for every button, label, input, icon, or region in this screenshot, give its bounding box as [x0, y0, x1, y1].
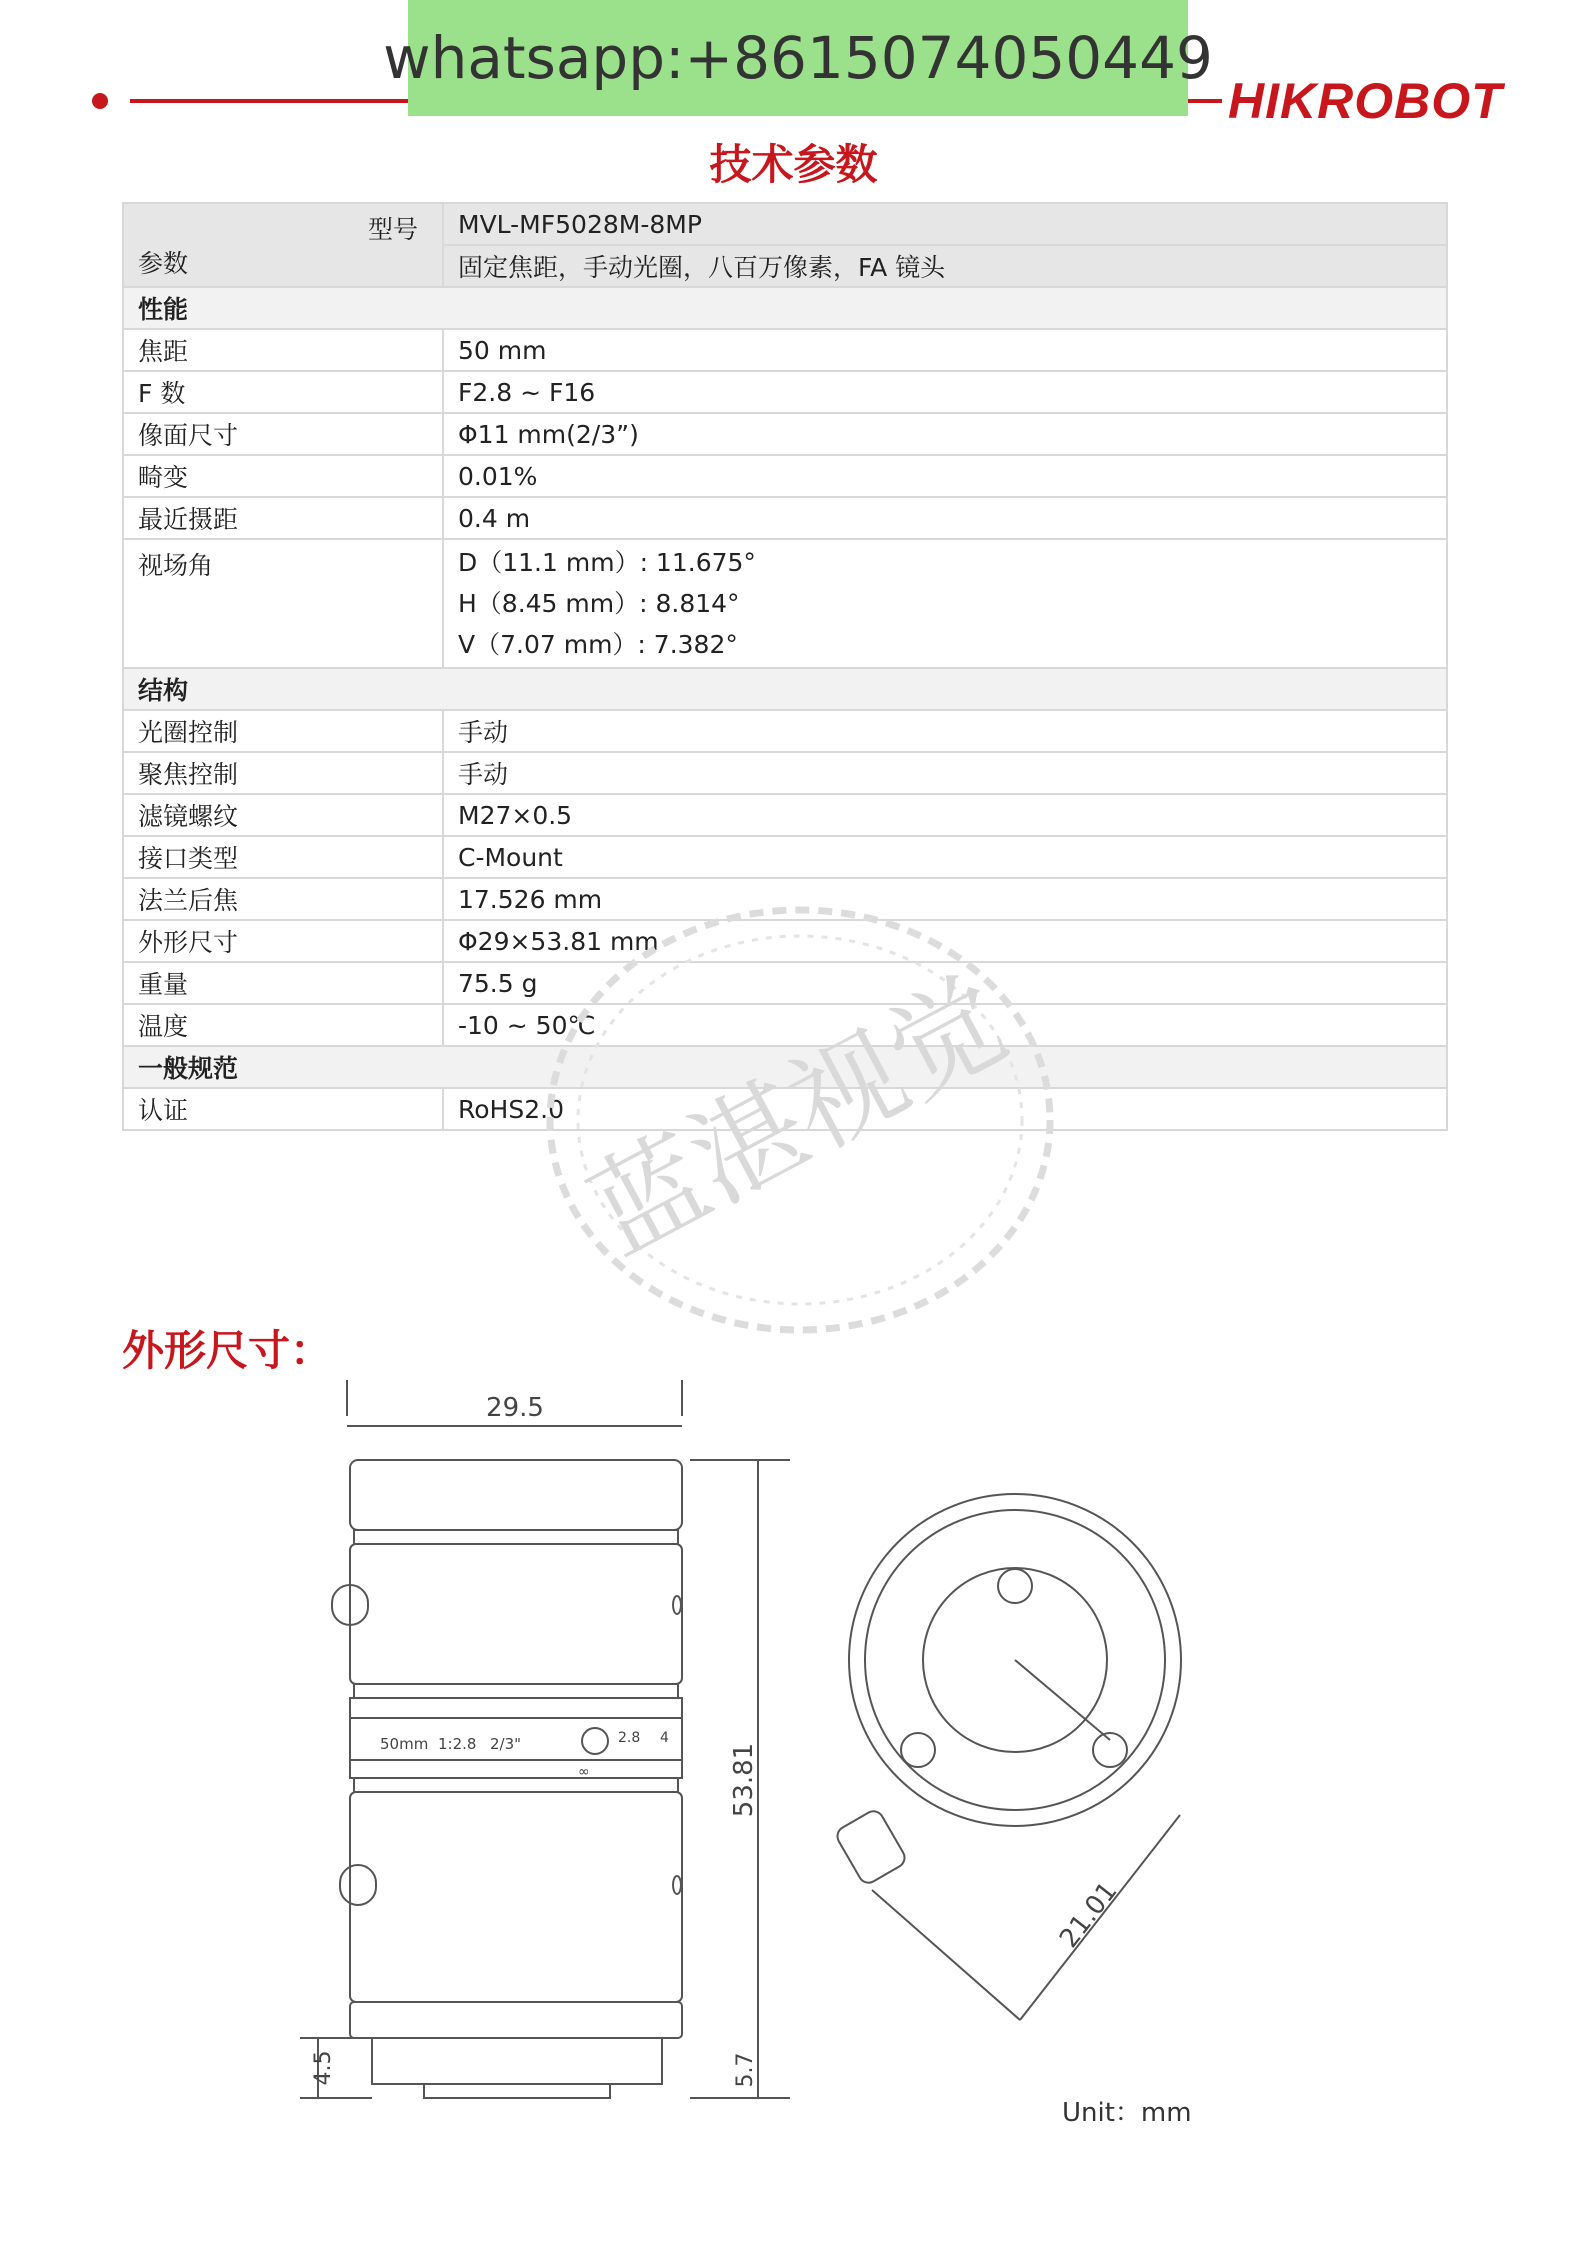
whatsapp-banner: whatsapp:+8615074050449 [408, 0, 1188, 116]
row-label: 聚焦控制 [123, 752, 443, 794]
scale-index-mark [582, 1728, 608, 1754]
front-screw-right [1093, 1733, 1127, 1767]
row-value: Φ29×53.81 mm [443, 920, 1447, 962]
ring-f1-mark: 2.8 [618, 1730, 641, 1746]
radius-ext-line [872, 1890, 1020, 2020]
row-value: 手动 [443, 710, 1447, 752]
row-label: 滤镜螺纹 [123, 794, 443, 836]
row-label: 光圈控制 [123, 710, 443, 752]
row-label: 畸变 [123, 455, 443, 497]
row-value: 75.5 g [443, 962, 1447, 1004]
front-view-labels [1054, 1877, 1123, 1954]
table-row-fov [123, 539, 1447, 668]
table-row [123, 794, 1447, 836]
header-red-dot [92, 93, 108, 109]
fov-diagonal: D（11.1 mm）: 11.675° [458, 548, 756, 577]
ring-aperture-mark: 1:2.8 [438, 1735, 477, 1753]
row-value: -10 ~ 50℃ [443, 1004, 1447, 1046]
row-value: 0.4 m [443, 497, 1447, 539]
fov-values [443, 539, 1447, 668]
row-label: F 数 [123, 371, 443, 413]
ring-format-mark: 2/3" [490, 1735, 522, 1753]
table-row [123, 752, 1447, 794]
row-label: 像面尺寸 [123, 413, 443, 455]
watermark-stamp [530, 880, 1070, 1360]
front-lock-screw [834, 1808, 908, 1887]
side-hole-1 [673, 1596, 681, 1614]
front-depth-label: 4.5 [311, 2050, 336, 2086]
aperture-lock-screw [340, 1865, 376, 1905]
model-description: 固定焦距，手动光圈，八百万像素，FA 镜头 [443, 245, 1447, 287]
front-screw-top [998, 1569, 1032, 1603]
ring-infinity-mark: ∞ [578, 1764, 590, 1780]
group-label: 结构 [123, 668, 1447, 710]
table-header-row-model [123, 203, 1447, 245]
group-row-structure [123, 668, 1447, 710]
front-screw-left [901, 1733, 935, 1767]
table-row [123, 329, 1447, 371]
header-label-model: 型号 [367, 215, 418, 244]
group-row-performance [123, 287, 1447, 329]
lens-focus-ring [350, 1544, 682, 1684]
hikrobot-logo: HIKROBOT [1222, 72, 1509, 130]
row-label: 认证 [123, 1088, 443, 1130]
dimensions-section-title: 外形尺寸： [122, 1326, 333, 1375]
model-value: MVL-MF5028M-8MP [443, 203, 1447, 245]
row-value: Φ11 mm(2/3”) [443, 413, 1447, 455]
row-label: 视场角 [123, 539, 443, 668]
fov-horizontal: H（8.45 mm）: 8.814° [458, 589, 740, 618]
row-label: 最近摄距 [123, 497, 443, 539]
header-label-param: 参数 [138, 249, 189, 278]
row-value: 50 mm [443, 329, 1447, 371]
lens-step-2 [354, 1684, 678, 1698]
side-view-labels [311, 1393, 759, 2088]
spec-section-title: 技术参数 [709, 140, 878, 189]
length-label: 53.81 [729, 1742, 759, 1818]
row-label: 重量 [123, 962, 443, 1004]
group-label: 一般规范 [123, 1046, 1447, 1088]
side-hole-2 [673, 1876, 681, 1894]
stamp-text: 蓝湛视觉 [570, 954, 1027, 1280]
row-value: RoHS2.0 [443, 1088, 1447, 1130]
row-label: 外形尺寸 [123, 920, 443, 962]
row-value: 手动 [443, 752, 1447, 794]
table-row [123, 371, 1447, 413]
ring-f2-mark: 4 [660, 1730, 669, 1746]
table-row [123, 413, 1447, 455]
lens-step-1 [354, 1530, 678, 1544]
lens-step-3 [354, 1778, 678, 1792]
radius-center-line [1015, 1660, 1110, 1740]
row-value: C-Mount [443, 836, 1447, 878]
table-row [123, 710, 1447, 752]
row-value: F2.8 ~ F16 [443, 371, 1447, 413]
lens-aperture-ring [350, 1792, 682, 2002]
width-label: 29.5 [486, 1393, 544, 1423]
table-row [123, 836, 1447, 878]
lens-side-view [300, 1380, 790, 2098]
lens-mount-thread [424, 2084, 610, 2098]
radius-label: 21.01 [1053, 1876, 1124, 1954]
lens-dimension-drawing [0, 1380, 1587, 2140]
row-value: M27×0.5 [443, 794, 1447, 836]
lens-mount [372, 2038, 662, 2084]
row-label: 接口类型 [123, 836, 443, 878]
row-label: 焦距 [123, 329, 443, 371]
fov-vertical: V（7.07 mm）: 7.382° [458, 630, 738, 659]
unit-label: Unit：mm [1062, 2098, 1192, 2128]
row-label: 法兰后焦 [123, 878, 443, 920]
table-row [123, 497, 1447, 539]
lens-rear-ring [350, 2002, 682, 2038]
ring-focal-mark: 50mm [380, 1735, 429, 1753]
diagonal-header-cell [123, 203, 443, 287]
table-row [123, 455, 1447, 497]
row-value: 17.526 mm [443, 878, 1447, 920]
lens-front-view [834, 1494, 1181, 2020]
row-value: 0.01% [443, 455, 1447, 497]
row-label: 温度 [123, 1004, 443, 1046]
back-depth-label: 5.7 [733, 2052, 758, 2088]
group-label: 性能 [123, 287, 1447, 329]
lens-front-cap [350, 1460, 682, 1530]
